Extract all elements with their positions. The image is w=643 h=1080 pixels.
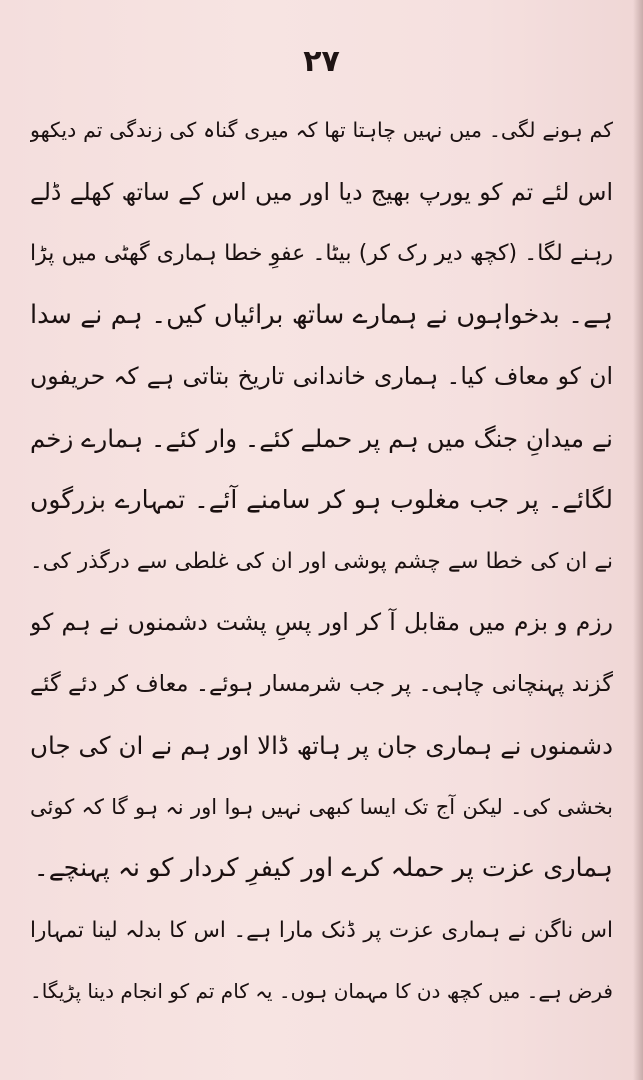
text-line-5: ان کو معاف کیا۔ ہماری خاندانی تاریخ بتاتی ہے کہ حریفوں (30, 362, 613, 390)
text-line-14: اس ناگن نے ہماری عزت پر ڈنک مارا ہے۔ اس کا بدلہ لینا تمہارا (30, 917, 613, 943)
text-line-15: فرض ہے۔ میں کچھ دن کا مہمان ہوں۔ یہ کام تم کو انجام دینا پڑیگا۔ (30, 979, 613, 1003)
page-number: ۲۷ (303, 44, 340, 79)
text-line-8: نے ان کی خطا سے چشم پوشی اور ان کی غلطی سے درگذر کی۔ (30, 548, 613, 574)
text-line-1: کم ہونے لگی۔ میں نہیں چاہتا تھا کہ میری گناہ کی زندگی تم دیکھو (30, 118, 613, 142)
page-edge-shadow (633, 0, 643, 1080)
text-line-7: لگائے۔ پر جب مغلوب ہو کر سامنے آئے۔ تمہارے بزرگوں (30, 485, 613, 514)
text-line-10: گزند پہنچانی چاہی۔ پر جب شرمسار ہوئے۔ معاف کر دئے گئے (30, 670, 613, 697)
text-line-13: ہماری عزت پر حملہ کرے اور کیفرِ کردار کو نہ پہنچے۔ (33, 853, 613, 883)
page-body-text (30, 100, 613, 1023)
text-line-3: رہنے لگا۔ (کچھ دیر رک کر) بیٹا۔ عفوِ خطا ہماری گھٹی میں پڑا (30, 241, 613, 266)
text-line-4: ہے۔ بدخواہوں نے ہمارے ساتھ برائیاں کیں۔ ہم نے سدا (30, 299, 613, 330)
text-line-9: رزم و بزم میں مقابل آ کر اور پسِ پشت دشمنوں نے ہم کو (30, 608, 613, 636)
text-line-12: بخشی کی۔ لیکن آج تک ایسا کبھی نہیں ہوا اور نہ ہو گا کہ کوئی (30, 794, 613, 819)
text-line-11: دشمنوں نے ہماری جان پر ہاتھ ڈالا اور ہم نے ان کی جاں (30, 731, 613, 760)
text-line-6: نے میدانِ جنگ میں ہم پر حملے کئے۔ وار کئے۔ ہمارے زخم (30, 423, 613, 453)
text-line-2: اس لئے تم کو یورپ بھیج دیا اور میں اس کے ساتھ کھلے ڈلے (30, 177, 613, 206)
